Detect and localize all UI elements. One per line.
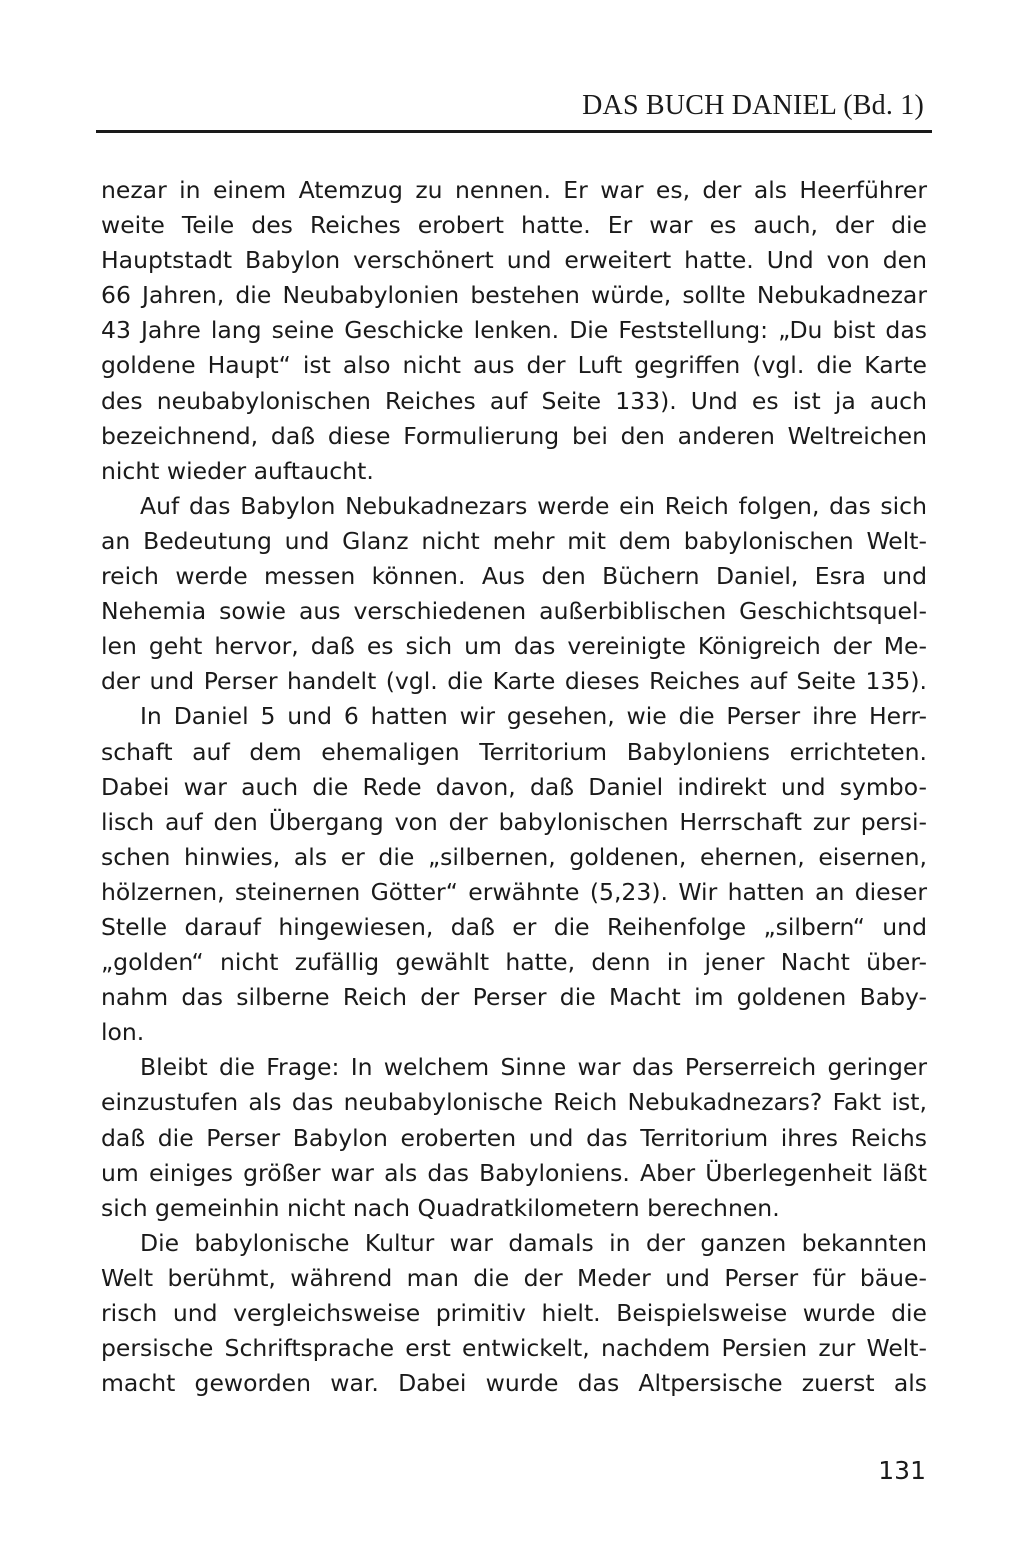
text-line: einzustufen als das neubabylonische Reich Nebukadnezars? Fakt ist,: [101, 1088, 927, 1117]
text-line: daß die Perser Babylon eroberten und das Territorium ihres Reichs: [101, 1123, 927, 1152]
text-line: an Bedeutung und Glanz nicht mehr mit dem babylonischen Welt-: [101, 526, 927, 555]
text-line: schaft auf dem ehemaligen Territorium Babyloniens errichteten.: [101, 737, 927, 766]
text-line: risch und vergleichsweise primitiv hielt. Beispielsweise wurde die: [101, 1299, 927, 1327]
text-line: Die babylonische Kultur war damals in der ganzen bekannten: [140, 1228, 927, 1257]
text-line: weite Teile des Reiches erobert hatte. Er war es auch, der die: [101, 211, 927, 240]
text-line: der und Perser handelt (vgl. die Karte dieses Reiches auf Seite 135).: [101, 667, 927, 696]
text-line: bezeichnend, daß diese Formulierung bei den anderen Weltreichen: [101, 421, 927, 450]
text-line: Auf das Babylon Nebukadnezars werde ein Reich folgen, das sich: [140, 491, 927, 520]
text-line: reich werde messen können. Aus den Büchern Daniel, Esra und: [101, 562, 927, 591]
text-line: Nehemia sowie aus verschiedenen außerbiblischen Geschichtsquel-: [101, 597, 927, 626]
text-line: Dabei war auch die Rede davon, daß Daniel indirekt und symbo-: [101, 772, 927, 801]
text-line: lon.: [101, 1018, 145, 1047]
text-line: Bleibt die Frage: In welchem Sinne war das Perserreich geringer: [140, 1053, 927, 1082]
running-header: [96, 88, 932, 133]
text-line: lisch auf den Übergang von der babylonischen Herrschaft zur persi-: [101, 807, 927, 836]
running-title: DAS BUCH DANIEL (Bd. 1): [582, 90, 924, 121]
text-line: nezar in einem Atemzug zu nennen. Er war es, der als Heerführer: [101, 176, 927, 204]
text-line: nahm das silberne Reich der Perser die Macht im goldenen Baby-: [101, 983, 927, 1012]
text-line: 66 Jahren, die Neubabylonien bestehen würde, sollte Nebukadnezar: [101, 281, 927, 310]
text-line: nicht wieder auftaucht.: [101, 456, 374, 485]
text-line: 43 Jahre lang seine Geschicke lenken. Die Feststellung: „Du bist das: [101, 316, 927, 345]
text-line: des neubabylonischen Reiches auf Seite 133). Und es ist ja auch: [101, 386, 927, 415]
text-line: Stelle darauf hingewiesen, daß er die Reihenfolge „silbern“ und: [101, 912, 927, 941]
text-line: len geht hervor, daß es sich um das vereinigte Königreich der Me-: [101, 632, 927, 661]
text-line: Hauptstadt Babylon verschönert und erweitert hatte. Und von den: [101, 246, 927, 275]
text-line: hölzernen, steinernen Götter“ erwähnte (5,23). Wir hatten an dieser: [101, 877, 927, 906]
text-line: persische Schriftsprache erst entwickelt, nachdem Persien zur Welt-: [101, 1334, 927, 1363]
text-line: macht geworden war. Dabei wurde das Altpersische zuerst als: [101, 1369, 927, 1398]
text-line: Welt berühmt, während man die der Meder und Perser für bäue-: [101, 1263, 927, 1292]
page-number: 131: [878, 1456, 926, 1485]
body-text: [101, 173, 927, 1401]
text-line: schen hinwies, als er die „silbernen, goldenen, ehernen, eisernen,: [101, 842, 927, 871]
text-line: In Daniel 5 und 6 hatten wir gesehen, wie die Perser ihre Herr-: [140, 702, 927, 731]
text-line: sich gemeinhin nicht nach Quadratkilometern berechnen.: [101, 1193, 780, 1222]
text-line: um einiges größer war als das Babyloniens. Aber Überlegenheit läßt: [101, 1158, 927, 1187]
text-line: goldene Haupt“ ist also nicht aus der Luft gegriffen (vgl. die Karte: [101, 351, 927, 380]
text-line: „golden“ nicht zufällig gewählt hatte, denn in jener Nacht über-: [101, 948, 927, 977]
